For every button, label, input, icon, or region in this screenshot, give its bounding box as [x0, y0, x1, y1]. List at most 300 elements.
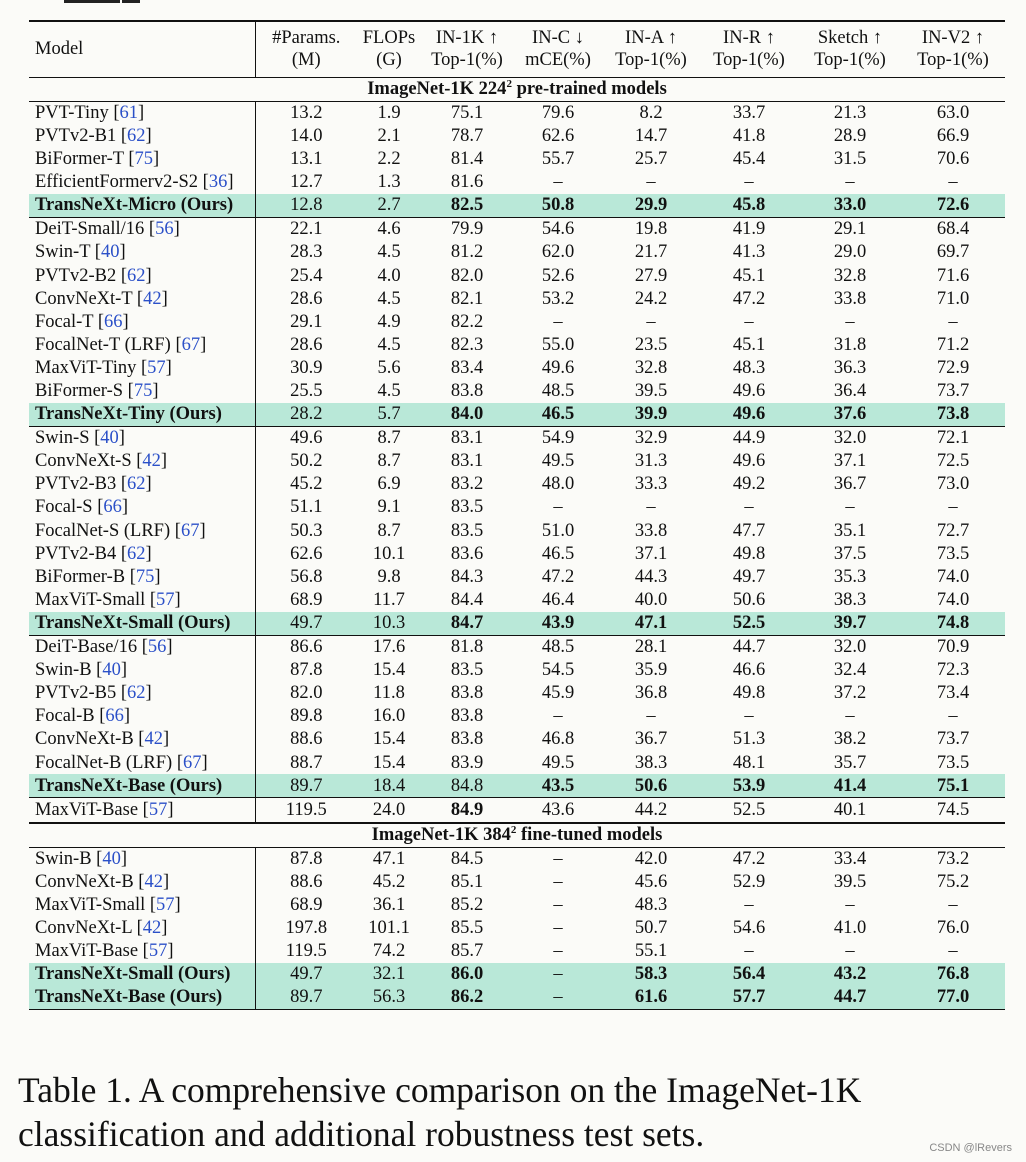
table-row: [29, 334, 1005, 357]
sketch-cell: 28.9: [833, 125, 867, 146]
model-name-cell: [29, 380, 255, 403]
citation-bracket: ]: [199, 520, 206, 541]
citation-bracket: ]: [201, 752, 208, 773]
citation-link: 40: [102, 660, 121, 681]
model-name: Focal-S: [35, 497, 93, 518]
inr-cell: 48.1: [732, 752, 766, 773]
params-cell: 89.7: [255, 774, 357, 798]
in1k-cell: 81.4: [450, 149, 484, 170]
table-row: [29, 357, 1005, 380]
section-title: [29, 77, 1005, 101]
citation-bracket: [: [136, 918, 143, 939]
model-name-cell: [29, 847, 255, 871]
inr-cell: 50.6: [732, 589, 766, 610]
sketch-cell: 32.8: [833, 265, 867, 286]
params-cell: 89.8: [290, 706, 323, 727]
ina-cell: 8.2: [603, 101, 699, 125]
citation-bracket: [: [202, 172, 209, 193]
model-name: FocalNet-T (LRF): [35, 334, 171, 355]
inc-cell: 49.6: [541, 357, 575, 378]
inc-cell: 55.0: [541, 334, 575, 355]
inr-cell: 45.1: [732, 265, 766, 286]
params-cell: 28.3: [290, 242, 323, 263]
flops-cell: 56.3: [357, 986, 421, 1010]
inr-cell: 33.7: [699, 101, 799, 125]
model-name: Swin-S: [35, 428, 90, 449]
params-cell: 68.9: [290, 589, 323, 610]
ina-cell: 50.6: [603, 774, 699, 798]
inc-cell: 53.2: [541, 288, 575, 309]
inr-cell: –: [744, 706, 754, 727]
model-name-cell: [29, 496, 255, 519]
model-name: Swin-T: [35, 242, 91, 263]
ina-cell: 35.9: [634, 660, 668, 681]
citation-bracket: ]: [161, 288, 168, 309]
table-row: [29, 519, 1005, 542]
inr-cell: –: [744, 941, 754, 962]
model-name-cell: [29, 241, 255, 264]
ina-cell: 25.7: [634, 149, 668, 170]
table-row: [29, 986, 1005, 1010]
flops-cell: 8.7: [377, 520, 401, 541]
citation-link: 67: [182, 752, 202, 773]
citation-bracket: [: [136, 451, 143, 472]
citation-link: 62: [127, 125, 146, 146]
citation-link: 66: [105, 706, 124, 727]
section-title-text: ImageNet-1K 224: [367, 79, 507, 100]
table-row: [29, 635, 1005, 659]
flops-cell: 15.4: [372, 752, 406, 773]
inv2-cell: 71.2: [936, 334, 970, 355]
model-name-cell: [29, 287, 255, 310]
inv2-cell: 73.5: [936, 752, 970, 773]
model-name: DeiT-Base/16: [35, 637, 138, 658]
ina-cell: 47.1: [603, 612, 699, 636]
in1k-cell: 82.3: [450, 334, 484, 355]
citation-bracket: [: [140, 357, 148, 378]
params-cell: 45.2: [290, 474, 323, 495]
inc-cell: 45.9: [541, 683, 575, 704]
sketch-cell: 43.2: [799, 963, 901, 986]
model-name: TransNeXt-Small (Ours): [35, 612, 231, 633]
inv2-cell: 72.3: [936, 660, 970, 681]
inc-cell: –: [553, 871, 563, 892]
model-name-cell: [29, 986, 255, 1010]
ina-cell: –: [646, 497, 656, 518]
in1k-cell: 84.7: [421, 612, 513, 636]
ina-cell: 24.2: [634, 288, 668, 309]
inv2-cell: –: [948, 497, 958, 518]
params-cell: 29.1: [290, 311, 323, 332]
in1k-cell: 83.1: [450, 451, 484, 472]
table-row: [29, 940, 1005, 963]
params-cell: 50.3: [290, 520, 323, 541]
citation-bracket: [: [127, 381, 134, 402]
citation-bracket: ]: [153, 149, 160, 170]
citation-link: 57: [147, 357, 166, 378]
citation-bracket: ]: [174, 589, 181, 610]
citation-link: 42: [142, 451, 161, 472]
citation-bracket: [: [97, 497, 104, 518]
model-name-cell: [29, 612, 255, 636]
flops-cell: 2.1: [377, 125, 401, 146]
params-cell: 28.6: [290, 334, 323, 355]
results-table: [29, 20, 1005, 1010]
inr-cell: 49.8: [732, 543, 766, 564]
citation-bracket: ]: [200, 334, 207, 355]
inc-cell: –: [553, 497, 563, 518]
in1k-cell: 75.1: [421, 101, 513, 125]
params-cell: 25.5: [290, 381, 323, 402]
inc-cell: –: [553, 706, 563, 727]
inv2-cell: 68.4: [901, 218, 1005, 242]
table-row: [29, 241, 1005, 264]
model-name-cell: [29, 774, 255, 798]
inr-cell: 53.9: [699, 774, 799, 798]
params-cell: 87.8: [290, 660, 323, 681]
inc-cell: 49.5: [541, 451, 575, 472]
flops-cell: 4.0: [377, 265, 401, 286]
inv2-cell: –: [948, 706, 958, 727]
in1k-cell: 83.9: [450, 752, 484, 773]
params-cell: 25.4: [290, 265, 323, 286]
model-name-cell: [29, 894, 255, 917]
sketch-cell: –: [845, 941, 855, 962]
citation-bracket: ]: [166, 637, 173, 658]
inc-cell: 47.2: [541, 566, 575, 587]
model-name: FocalNet-S (LRF): [35, 520, 171, 541]
inc-cell: 48.5: [541, 381, 575, 402]
sketch-cell: 37.1: [833, 451, 867, 472]
citation-bracket: [: [138, 871, 145, 892]
table-row: [29, 403, 1005, 427]
citation-link: 67: [180, 520, 200, 541]
inr-cell: 52.5: [699, 798, 799, 823]
inc-cell: 54.6: [513, 218, 603, 242]
model-name: BiFormer-S: [35, 381, 124, 402]
header-inv2: IN-V2 ↑ Top-1(%): [901, 21, 1005, 77]
inv2-cell: 76.0: [936, 918, 970, 939]
citation-link: 75: [134, 149, 153, 170]
sketch-cell: 29.1: [799, 218, 901, 242]
in1k-cell: 86.2: [421, 986, 513, 1010]
citation-bracket: ]: [161, 918, 168, 939]
flops-cell: 11.7: [373, 589, 405, 610]
ina-cell: 28.1: [603, 635, 699, 659]
in1k-cell: 84.9: [421, 798, 513, 823]
model-name: ConvNeXt-T: [35, 288, 133, 309]
inr-cell: 54.6: [732, 918, 766, 939]
inv2-cell: 75.2: [936, 871, 970, 892]
header-sketch: Sketch ↑ Top-1(%): [799, 21, 901, 77]
params-cell: 89.7: [255, 986, 357, 1010]
inc-cell: 50.8: [513, 194, 603, 218]
inr-cell: 52.5: [699, 612, 799, 636]
citation-bracket: [: [149, 589, 157, 610]
ina-cell: 32.9: [603, 426, 699, 450]
sketch-cell: –: [845, 172, 855, 193]
ina-cell: 19.8: [603, 218, 699, 242]
inv2-cell: 73.0: [936, 474, 970, 495]
inv2-cell: 73.4: [936, 683, 970, 704]
model-name: ConvNeXt-L: [35, 918, 132, 939]
sketch-cell: –: [845, 497, 855, 518]
inc-cell: 48.5: [513, 635, 603, 659]
model-name: MaxViT-Tiny: [35, 357, 137, 378]
model-name: EfficientFormerv2-S2: [35, 172, 199, 193]
inr-cell: –: [744, 497, 754, 518]
ina-cell: –: [646, 706, 656, 727]
inv2-cell: 72.1: [901, 426, 1005, 450]
params-cell: 28.2: [255, 403, 357, 427]
citation-bracket: ]: [122, 311, 129, 332]
citation-link: 67: [181, 334, 201, 355]
citation-bracket: [: [175, 334, 182, 355]
sketch-cell: 36.7: [833, 474, 867, 495]
in1k-cell: 84.8: [421, 774, 513, 798]
params-cell: 13.2: [255, 101, 357, 125]
table-row: [29, 264, 1005, 287]
ina-cell: 50.7: [634, 918, 668, 939]
inc-cell: 43.9: [513, 612, 603, 636]
in1k-cell: 84.0: [421, 403, 513, 427]
section-title: [29, 823, 1005, 848]
citation-bracket: [: [120, 125, 127, 146]
model-name: TransNeXt-Small (Ours): [35, 964, 231, 985]
model-name-cell: [29, 728, 255, 751]
table-row: [29, 287, 1005, 310]
table-row: [29, 705, 1005, 728]
model-name: Swin-B: [35, 660, 92, 681]
inv2-cell: 70.6: [936, 149, 970, 170]
model-name-cell: [29, 751, 255, 774]
table-row: [29, 659, 1005, 682]
inc-cell: –: [513, 986, 603, 1010]
table-row: [29, 917, 1005, 940]
cropped-heading-fragment: [0, 0, 1026, 14]
flops-cell: 1.3: [377, 172, 401, 193]
table-row: [29, 963, 1005, 986]
model-name: Focal-T: [35, 311, 94, 332]
citation-bracket: ]: [152, 381, 159, 402]
sketch-cell: 37.2: [833, 683, 867, 704]
params-cell: 87.8: [255, 847, 357, 871]
citation-bracket: [: [138, 729, 145, 750]
section-header-row: [29, 823, 1005, 848]
table-row: [29, 542, 1005, 565]
model-name: TransNeXt-Base (Ours): [35, 987, 223, 1008]
ina-cell: 37.1: [634, 543, 668, 564]
model-name-cell: [29, 542, 255, 565]
citation-bracket: ]: [167, 941, 174, 962]
sketch-cell: 37.6: [799, 403, 901, 427]
table-row: [29, 310, 1005, 333]
inr-cell: –: [744, 311, 754, 332]
citation-bracket: ]: [120, 660, 128, 681]
inv2-cell: 70.9: [901, 635, 1005, 659]
inv2-cell: 73.7: [936, 381, 970, 402]
sketch-cell: 32.0: [799, 635, 901, 659]
header-flops: FLOPs (G): [357, 21, 421, 77]
in1k-cell: 83.5: [450, 497, 484, 518]
ina-cell: 32.8: [634, 357, 668, 378]
model-name: TransNeXt-Tiny (Ours): [35, 404, 222, 425]
sketch-cell: 41.4: [799, 774, 901, 798]
inv2-cell: 73.2: [901, 847, 1005, 871]
inc-cell: 46.5: [541, 543, 575, 564]
ina-cell: 33.3: [634, 474, 668, 495]
flops-cell: 5.7: [357, 403, 421, 427]
model-name: MaxViT-Base: [35, 799, 139, 820]
model-name: MaxViT-Small: [35, 589, 146, 610]
model-name-cell: [29, 473, 255, 496]
flops-cell: 17.6: [357, 635, 421, 659]
header-row: [29, 21, 1005, 77]
flops-cell: 32.1: [357, 963, 421, 986]
inc-cell: –: [513, 847, 603, 871]
sketch-cell: 29.0: [833, 242, 867, 263]
model-name-cell: [29, 940, 255, 963]
inc-cell: 62.6: [541, 125, 575, 146]
params-cell: 56.8: [290, 566, 323, 587]
inr-cell: 44.7: [699, 635, 799, 659]
params-cell: 22.1: [255, 218, 357, 242]
model-name-cell: [29, 171, 255, 194]
sketch-cell: –: [845, 895, 855, 916]
inv2-cell: 69.7: [936, 242, 970, 263]
header-params: #Params. (M): [255, 21, 357, 77]
flops-cell: 4.9: [377, 311, 401, 332]
citation-bracket: ]: [167, 799, 174, 820]
table-row: [29, 847, 1005, 871]
model-name: MaxViT-Small: [35, 895, 146, 916]
inv2-cell: –: [948, 941, 958, 962]
model-name: PVTv2-B2: [35, 265, 117, 286]
model-name-cell: [29, 101, 255, 125]
table-row: [29, 194, 1005, 218]
citation-bracket: ]: [227, 172, 234, 193]
ina-cell: 21.7: [634, 242, 668, 263]
params-cell: 49.7: [255, 963, 357, 986]
table-row: [29, 496, 1005, 519]
table-row: [29, 565, 1005, 588]
in1k-cell: 83.5: [450, 660, 484, 681]
citation-bracket: ]: [120, 848, 128, 869]
citation-bracket: ]: [121, 497, 129, 518]
citation-bracket: [: [97, 311, 105, 332]
ina-cell: 40.0: [634, 589, 668, 610]
inv2-cell: 77.0: [901, 986, 1005, 1010]
inr-cell: 41.8: [732, 125, 766, 146]
citation-link: 66: [103, 497, 122, 518]
inv2-cell: 72.7: [936, 520, 970, 541]
table-row: [29, 473, 1005, 496]
model-name: ConvNeXt-B: [35, 871, 134, 892]
flops-cell: 18.4: [357, 774, 421, 798]
inc-cell: 52.6: [541, 265, 575, 286]
sketch-cell: 36.4: [833, 381, 867, 402]
citation-bracket: [: [136, 288, 144, 309]
model-name: BiFormer-B: [35, 566, 126, 587]
ina-cell: 42.0: [603, 847, 699, 871]
inr-cell: 56.4: [699, 963, 799, 986]
citation-bracket: [: [129, 566, 136, 587]
model-name-cell: [29, 871, 255, 894]
inc-cell: 43.6: [513, 798, 603, 823]
inv2-cell: 72.5: [936, 451, 970, 472]
in1k-cell: 83.2: [450, 474, 484, 495]
params-cell: 12.8: [255, 194, 357, 218]
inr-cell: –: [744, 172, 754, 193]
citation-link: 42: [144, 729, 163, 750]
model-name-cell: [29, 218, 255, 242]
citation-link: 42: [144, 871, 163, 892]
flops-cell: 8.7: [357, 426, 421, 450]
sketch-cell: 35.7: [833, 752, 867, 773]
citation-link: 42: [142, 918, 162, 939]
inv2-cell: 76.8: [901, 963, 1005, 986]
in1k-cell: 82.1: [450, 288, 484, 309]
citation-bracket: ]: [138, 102, 145, 123]
flops-cell: 45.2: [372, 871, 406, 892]
params-cell: 28.6: [290, 288, 323, 309]
sketch-cell: 32.4: [833, 660, 867, 681]
table-row: [29, 589, 1005, 612]
in1k-cell: 84.4: [450, 589, 484, 610]
ina-cell: 39.5: [634, 381, 668, 402]
model-name-cell: [29, 125, 255, 148]
citation-bracket: [: [174, 520, 181, 541]
inc-cell: 49.5: [541, 752, 575, 773]
params-cell: 68.9: [290, 895, 323, 916]
ina-cell: 14.7: [634, 125, 668, 146]
model-name: BiFormer-T: [35, 149, 124, 170]
in1k-cell: 83.8: [450, 729, 484, 750]
inr-cell: 51.3: [732, 729, 766, 750]
flops-cell: 11.8: [373, 683, 405, 704]
citation-bracket: ]: [165, 357, 172, 378]
citation-bracket: [: [142, 799, 149, 820]
ina-cell: 23.5: [634, 334, 668, 355]
in1k-cell: 82.2: [450, 311, 484, 332]
citation-link: 57: [156, 895, 175, 916]
inv2-cell: 66.9: [936, 125, 970, 146]
flops-cell: 74.2: [372, 941, 406, 962]
table-row: [29, 798, 1005, 823]
table-row: [29, 171, 1005, 194]
citation-bracket: [: [149, 895, 157, 916]
citation-bracket: ]: [145, 474, 152, 495]
inv2-cell: 75.1: [901, 774, 1005, 798]
model-name-cell: [29, 917, 255, 940]
ina-cell: –: [646, 311, 656, 332]
flops-cell: 47.1: [357, 847, 421, 871]
in1k-cell: 85.1: [450, 871, 484, 892]
ina-cell: 48.3: [634, 895, 668, 916]
in1k-cell: 78.7: [450, 125, 484, 146]
params-cell: 12.7: [290, 172, 323, 193]
flops-cell: 16.0: [372, 706, 406, 727]
params-cell: 88.6: [290, 729, 323, 750]
sketch-cell: 31.5: [833, 149, 867, 170]
section-header-row: [29, 77, 1005, 101]
inv2-cell: 73.5: [936, 543, 970, 564]
sketch-cell: –: [845, 311, 855, 332]
table-row: [29, 125, 1005, 148]
inc-cell: –: [553, 941, 563, 962]
inr-cell: –: [744, 895, 754, 916]
header-inr: IN-R ↑ Top-1(%): [699, 21, 799, 77]
